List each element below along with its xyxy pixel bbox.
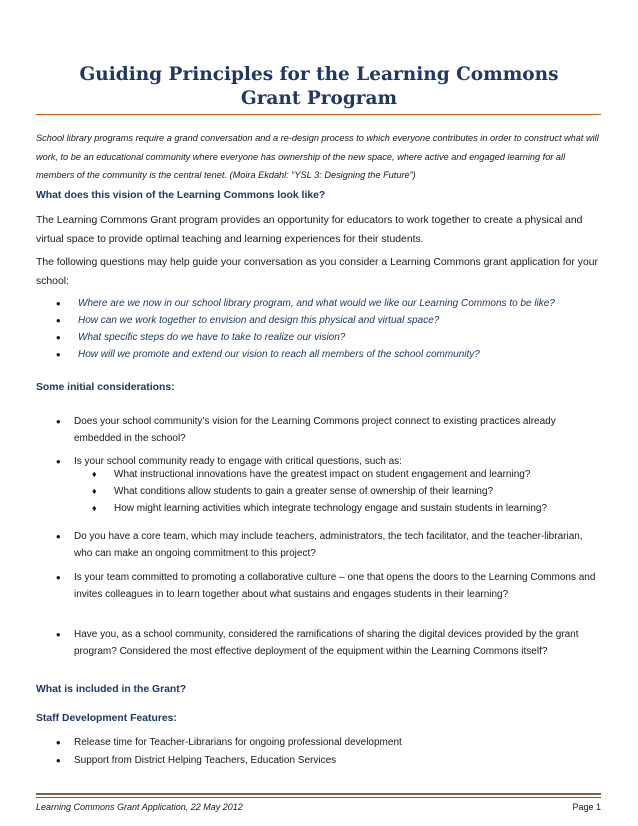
title-line-1: Guiding Principles for the Learning Commons	[79, 64, 559, 85]
heading-vision: What does this vision of the Learning Commons look like?	[36, 190, 326, 201]
bullet-icon: •	[56, 627, 61, 642]
consideration-item-3: • Do you have a core team, which may include teachers, administrators, the tech facilitator, and the teacher-librarian, who can make an ongoing commitment to this project?	[56, 529, 583, 559]
list-item: • Where are we now in our school library program, and what would we like our Learning Commons to be like?	[56, 296, 555, 311]
list-item: ♦ What instructional innovations have the greatest impact on student engagement and learning?	[92, 466, 612, 483]
title-divider	[36, 114, 601, 115]
bullet-icon: •	[56, 753, 61, 768]
page-title	[0, 63, 638, 111]
staff-feature-1: • Release time for Teacher-Librarians for ongoing professional development	[56, 735, 402, 750]
staff-feature-2: • Support from District Helping Teachers, Education Services	[56, 753, 337, 768]
consideration-item-4: • Is your team committed to promoting a collaborative culture – one that opens the doors to the Learning Commons and invites colleagues in to learn together about what sustains and engages students in their learning?	[56, 570, 596, 600]
title-line-2: Grant Program	[240, 88, 398, 109]
list-item: • How can we work together to envision and design this physical and virtual space?	[56, 313, 440, 328]
diamond-bullet-icon: ♦	[92, 469, 97, 479]
diamond-bullet-icon: ♦	[92, 486, 97, 496]
consideration-item-5: • Have you, as a school community, considered the ramifications of sharing the digital devices provided by the grant program? Considered the most effective deployment of the equipment within the Learning Commons itself?	[56, 627, 579, 657]
list-item: ♦ What conditions allow students to gain a greater sense of ownership of their learning?	[92, 483, 612, 500]
intro-quote: School library programs require a grand conversation and a re-design process to which everyone contributes in order to construct what will work, to be an educational community where everyone has ownership of the new space, where active and engaged learning for all members of the community is the central tenet. (Moira Ekdahl: “YSL 3: Designing the Future”)	[36, 133, 599, 180]
paragraph-questions: The following questions may help guide your conversation as you consider a Learning Commons grant application for your school:	[36, 257, 598, 287]
bullet-icon: •	[56, 296, 61, 311]
bullet-icon: •	[56, 735, 61, 750]
bullet-icon: •	[56, 570, 61, 585]
questions-list	[56, 295, 616, 363]
bullet-icon: •	[56, 347, 61, 362]
heading-staff: Staff Development Features:	[36, 713, 177, 724]
subquestions-list	[92, 466, 612, 517]
heading-grant: What is included in the Grant?	[36, 684, 187, 695]
consideration-item-2: • Is your school community ready to engage with critical questions, such as:	[56, 454, 402, 469]
page-number: Page 1	[572, 802, 601, 812]
footer-divider-thin	[36, 797, 601, 798]
list-item: • How will we promote and extend our vision to reach all members of the school community?	[56, 347, 480, 362]
footer-title: Learning Commons Grant Application, 22 May 2012	[36, 802, 243, 812]
paragraph-vision: The Learning Commons Grant program provides an opportunity for educators to work together to create a physical and virtual space to provide optimal teaching and learning experiences for their students.	[36, 215, 583, 245]
diamond-bullet-icon: ♦	[92, 503, 97, 513]
consideration-item-1: • Does your school community’s vision for the Learning Commons project connect to existing practices already embedded in the school?	[56, 414, 556, 444]
bullet-icon: •	[56, 454, 61, 469]
bullet-icon: •	[56, 313, 61, 328]
bullet-icon: •	[56, 529, 61, 544]
list-item: ♦ How might learning activities which integrate technology engage and sustain students in learning?	[92, 500, 612, 517]
list-item: • What specific steps do we have to take to realize our vision?	[56, 330, 346, 345]
heading-considerations: Some initial considerations:	[36, 382, 175, 393]
footer-divider-thick	[36, 793, 601, 795]
bullet-icon: •	[56, 330, 61, 345]
bullet-icon: •	[56, 414, 61, 429]
